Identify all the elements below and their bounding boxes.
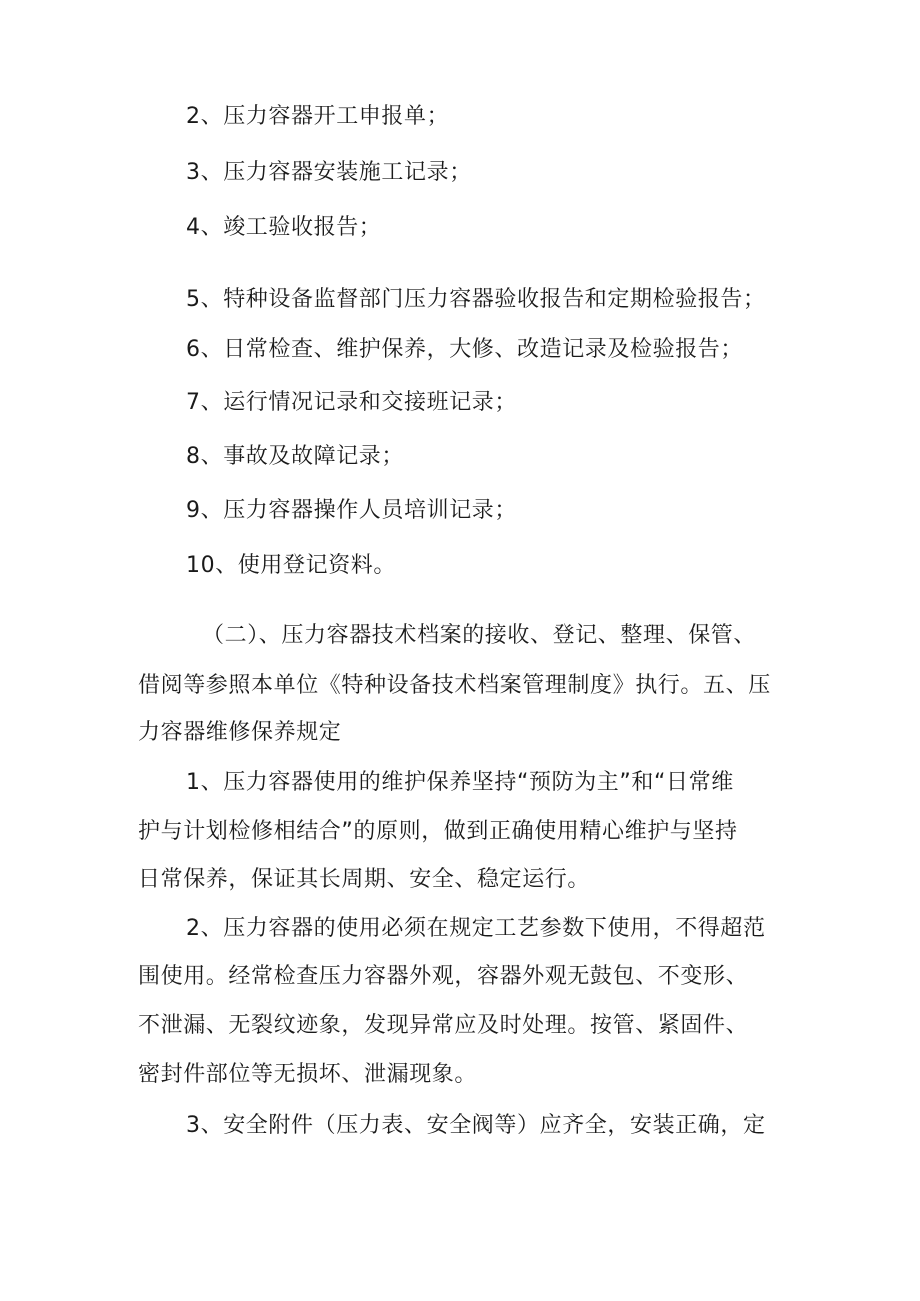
list-item: 4、竣工验收报告； — [186, 215, 382, 240]
section-two-line: （二）、压力容器技术档案的接收、登记、整理、保管、 — [202, 623, 757, 648]
rule-two-line: 2、压力容器的使用必须在规定工艺参数下使用，不得超范 — [186, 916, 766, 941]
list-item: 6、日常检查、维护保养，大修、改造记录及检验报告； — [186, 337, 743, 362]
rule-one-line: 护与计划检修相结合”的原则，做到正确使用精心维护与坚持 — [138, 819, 738, 844]
rule-three-line: 3、安全附件（压力表、安全阀等）应齐全，安装正确，定 — [186, 1113, 766, 1138]
rule-one-line: 日常保养，保证其长周期、安全、稳定运行。 — [138, 867, 591, 892]
list-item: 3、压力容器安装施工记录； — [186, 160, 472, 185]
list-item: 5、特种设备监督部门压力容器验收报告和定期检验报告； — [186, 287, 766, 312]
list-item: 2、压力容器开工申报单； — [186, 104, 450, 129]
list-item: 8、事故及故障记录； — [186, 444, 404, 469]
section-two-line: 力容器维修保养规定 — [138, 720, 342, 745]
rule-two-line: 密封件部位等无损坏、泄漏现象。 — [138, 1062, 478, 1087]
rule-one-line: 1、压力容器使用的维护保养坚持“预防为主”和“日常维 — [186, 770, 734, 795]
section-two-line: 借阅等参照本单位《特种设备技术档案管理制度》执行。五、压 — [138, 673, 771, 698]
rule-two-line: 不泄漏、无裂纹迹象，发现异常应及时处理。按管、紧固件、 — [138, 1013, 749, 1038]
list-item: 10、使用登记资料。 — [186, 553, 396, 578]
list-item: 7、运行情况记录和交接班记录； — [186, 390, 517, 415]
rule-two-line: 围使用。经常检查压力容器外观，容器外观无鼓包、不变形、 — [138, 964, 749, 989]
list-item: 9、压力容器操作人员培训记录； — [186, 498, 517, 523]
